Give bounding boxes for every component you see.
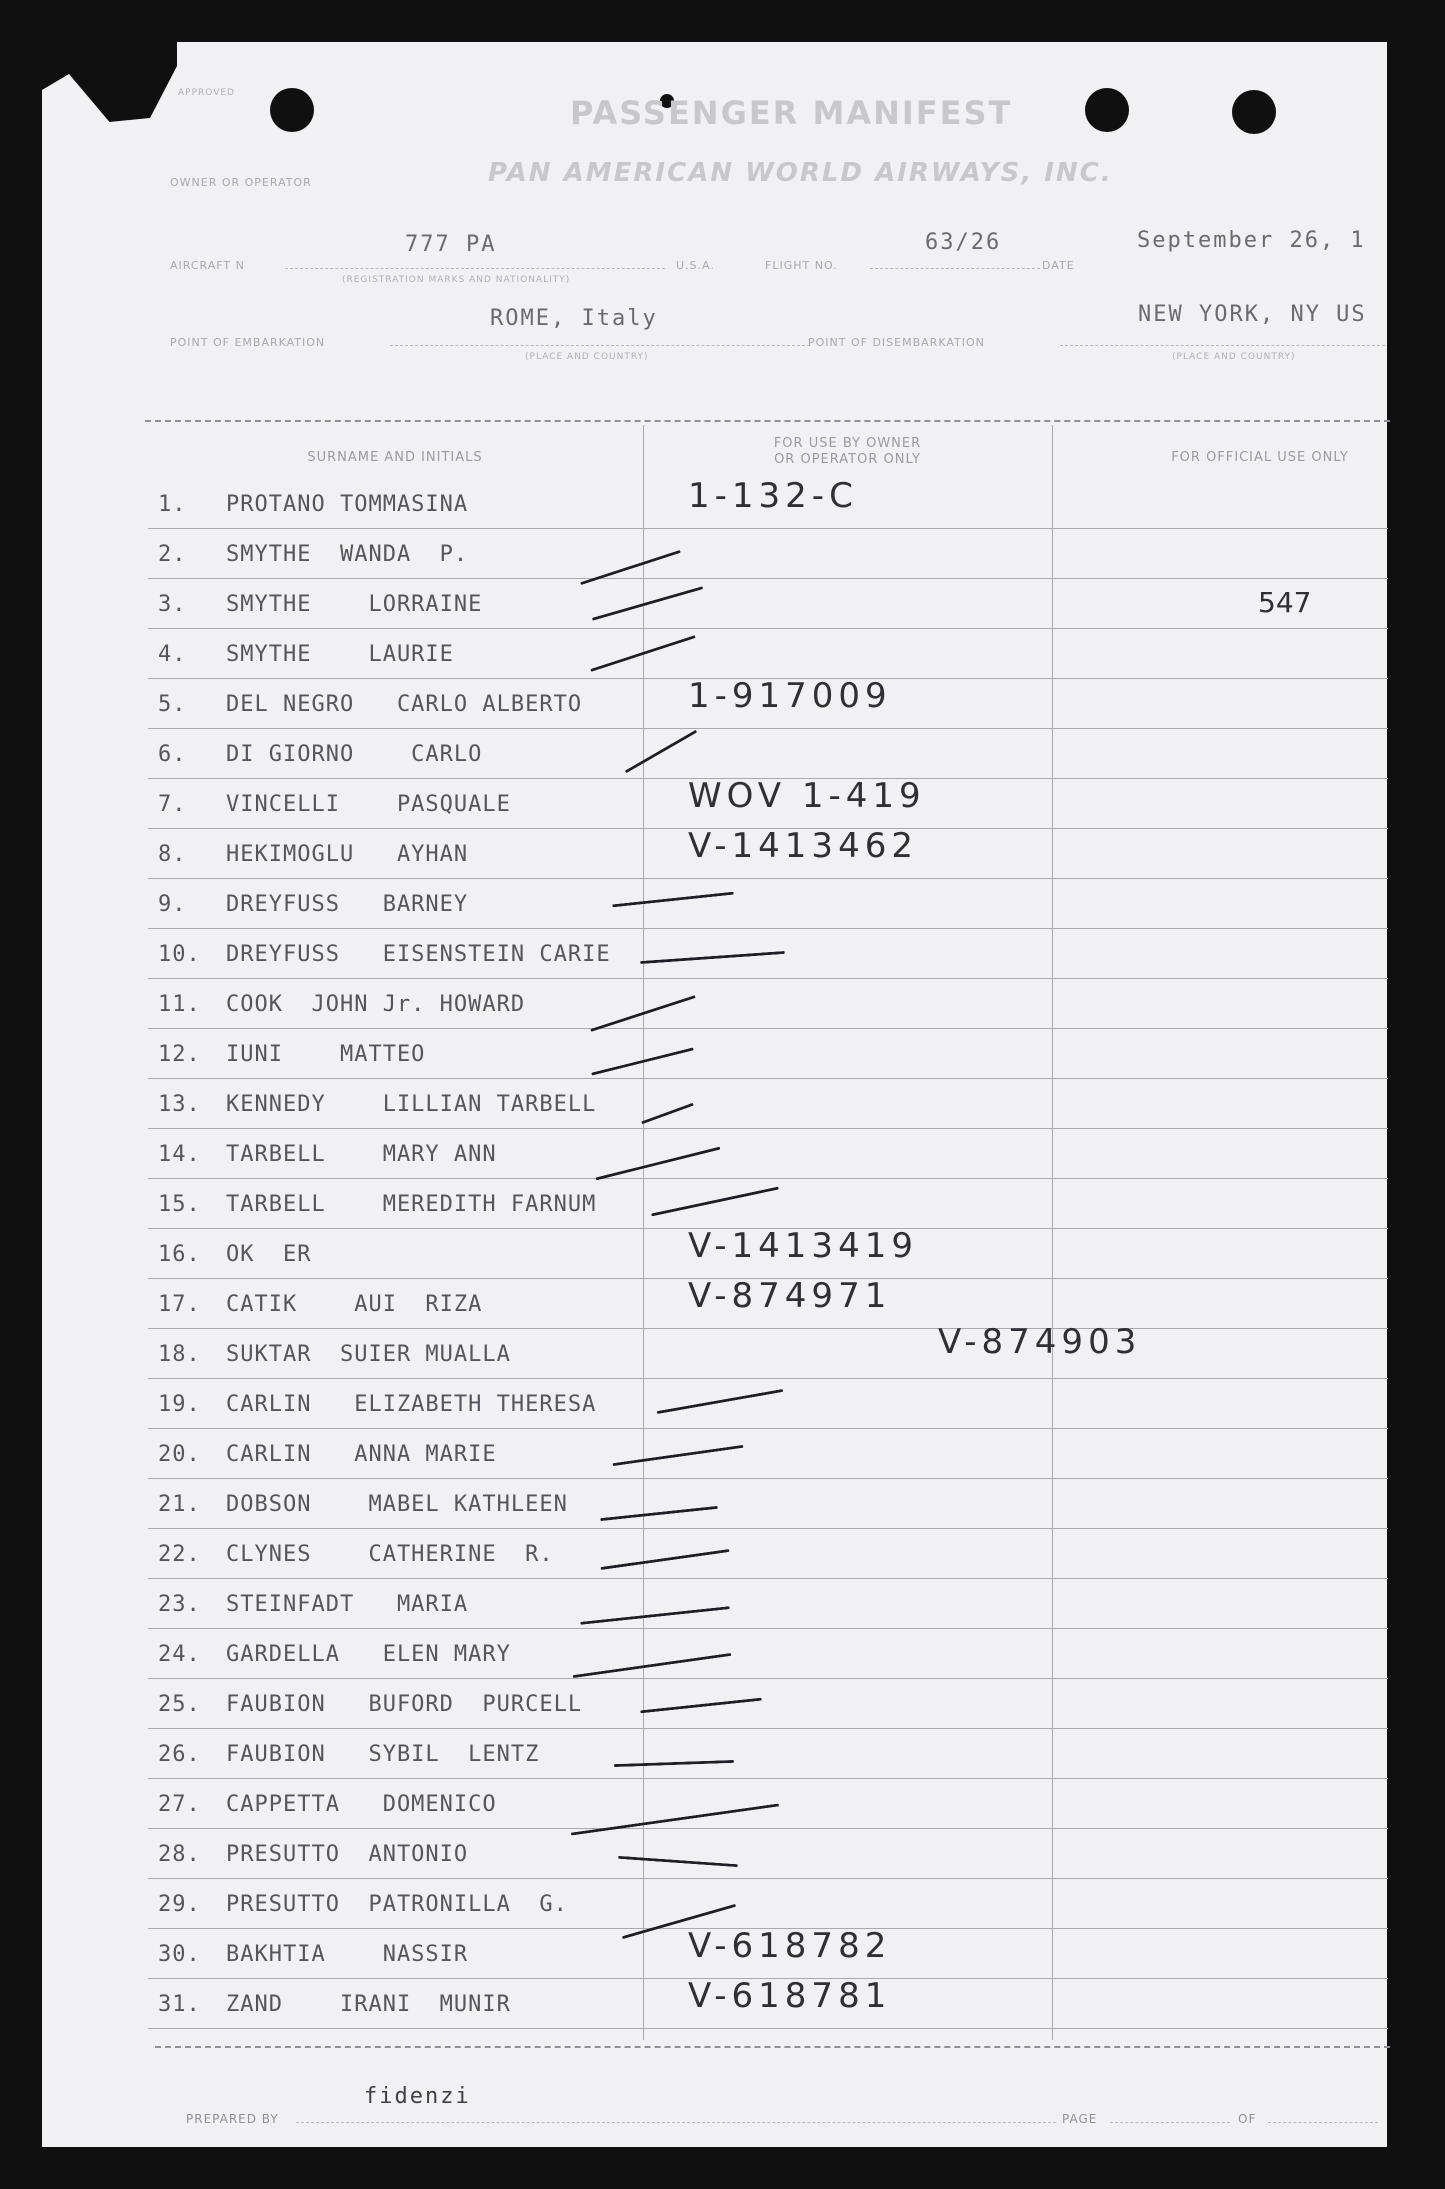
passenger-name: DREYFUSS BARNEY: [226, 892, 469, 917]
passenger-row: [148, 878, 1388, 929]
official-note-handwritten: V-874903: [938, 1322, 1142, 1362]
passenger-name: ZAND IRANI MUNIR: [226, 1992, 511, 2017]
embark-line: [390, 345, 810, 346]
passenger-row: [148, 1428, 1388, 1479]
row-number: 31.: [158, 1992, 201, 2017]
disembark-label: POINT OF DISEMBARKATION: [808, 336, 985, 349]
row-number: 8.: [158, 842, 187, 867]
aircraft-label: AIRCRAFT N: [170, 259, 245, 272]
embark-label: POINT OF EMBARKATION: [170, 336, 326, 349]
passenger-name: CAPPETTA DOMENICO: [226, 1792, 497, 1817]
passenger-row: [148, 1728, 1388, 1779]
passenger-row: [148, 728, 1388, 779]
table-bottom-rule: [155, 2046, 1390, 2048]
row-number: 16.: [158, 1242, 201, 1267]
passenger-row: [148, 1322, 1388, 1379]
passenger-name: CARLIN ANNA MARIE: [226, 1442, 497, 1467]
aircraft-value: 777 PA: [405, 232, 497, 257]
passenger-row: [148, 578, 1388, 629]
punch-hole: [1232, 90, 1276, 134]
passenger-name: TARBELL MARY ANN: [226, 1142, 497, 1167]
table-top-rule: [145, 420, 1390, 422]
passenger-row: [148, 778, 1388, 829]
passenger-row: [148, 1078, 1388, 1129]
row-number: 27.: [158, 1792, 201, 1817]
passenger-name: DEL NEGRO CARLO ALBERTO: [226, 692, 583, 717]
passenger-row: [148, 1378, 1388, 1429]
row-number: 13.: [158, 1092, 201, 1117]
passenger-name: STEINFADT MARIA: [226, 1592, 469, 1617]
operator-note: V-618781: [688, 1976, 892, 2016]
owner-value: PAN AMERICAN WORLD AIRWAYS, INC.: [488, 158, 1113, 188]
passenger-row: [148, 678, 1388, 729]
row-number: 19.: [158, 1392, 201, 1417]
row-number: 3.: [158, 592, 187, 617]
row-number: 15.: [158, 1192, 201, 1217]
surname-column-header: SURNAME AND INITIALS: [307, 450, 483, 465]
operator-note: V-1413462: [688, 826, 918, 866]
passenger-name: GARDELLA ELEN MARY: [226, 1642, 511, 1667]
passenger-name: DREYFUSS EISENSTEIN CARIE: [226, 942, 611, 967]
passenger-name: CLYNES CATHERINE R.: [226, 1542, 554, 1567]
row-number: 4.: [158, 642, 187, 667]
row-number: 17.: [158, 1292, 201, 1317]
passenger-row: [148, 528, 1388, 579]
row-number: 23.: [158, 1592, 201, 1617]
passenger-name: VINCELLI PASQUALE: [226, 792, 511, 817]
passenger-name: PRESUTTO PATRONILLA G.: [226, 1892, 568, 1917]
date-value: September 26, 1: [1137, 228, 1366, 253]
row-number: 21.: [158, 1492, 201, 1517]
passenger-row: [148, 978, 1388, 1029]
passenger-row: [148, 1228, 1388, 1279]
passenger-row: [148, 1528, 1388, 1579]
row-number: 11.: [158, 992, 201, 1017]
of-line: [1268, 2122, 1378, 2123]
row-number: 2.: [158, 542, 187, 567]
row-number: 7.: [158, 792, 187, 817]
passenger-name: CATIK AUI RIZA: [226, 1292, 483, 1317]
row-number: 30.: [158, 1942, 201, 1967]
passenger-name: SMYTHE LAURIE: [226, 642, 454, 667]
operator-note: 1-132-C: [688, 476, 858, 516]
passenger-name: HEKIMOGLU AYHAN: [226, 842, 469, 867]
operator-note: V-618782: [688, 1926, 892, 1966]
prepared-value: fidenzi: [364, 2084, 471, 2109]
row-number: 18.: [158, 1342, 201, 1367]
operator-note: 1-917009: [688, 676, 892, 716]
operator-note: V-1413419: [688, 1226, 918, 1266]
passenger-name: SMYTHE WANDA P.: [226, 542, 469, 567]
passenger-name: KENNEDY LILLIAN TARBELL: [226, 1092, 597, 1117]
official-note: 547: [1258, 586, 1312, 619]
passenger-name: SMYTHE LORRAINE: [226, 592, 483, 617]
operator-note: V-874971: [688, 1276, 892, 1316]
punch-hole: [1085, 88, 1129, 132]
passenger-name: DI GIORNO CARLO: [226, 742, 483, 767]
nationality: U.S.A.: [676, 259, 715, 272]
row-number: 1.: [158, 492, 187, 517]
row-number: 22.: [158, 1542, 201, 1567]
passenger-row: [148, 1628, 1388, 1679]
row-number: 14.: [158, 1142, 201, 1167]
passenger-name: PROTANO TOMMASINA: [226, 492, 469, 517]
passenger-row: [148, 1028, 1388, 1079]
flight-line: [870, 268, 1040, 269]
row-number: 10.: [158, 942, 201, 967]
passenger-row: [148, 1928, 1388, 1979]
disembark-value: NEW YORK, NY US: [1138, 302, 1367, 327]
embark-sublabel: (PLACE AND COUNTRY): [525, 352, 649, 362]
row-number: 20.: [158, 1442, 201, 1467]
row-number: 24.: [158, 1642, 201, 1667]
row-number: 26.: [158, 1742, 201, 1767]
passenger-row: [148, 1128, 1388, 1179]
row-number: 25.: [158, 1692, 201, 1717]
official-column-header: FOR OFFICIAL USE ONLY: [1171, 450, 1349, 465]
flight-value: 63/26: [925, 230, 1002, 255]
passenger-name: TARBELL MEREDITH FARNUM: [226, 1192, 597, 1217]
passenger-name: BAKHTIA NASSIR: [226, 1942, 469, 1967]
passenger-name: CARLIN ELIZABETH THERESA: [226, 1392, 597, 1417]
passenger-name: PRESUTTO ANTONIO: [226, 1842, 469, 1867]
passenger-name: FAUBION BUFORD PURCELL: [226, 1692, 583, 1717]
passenger-name: OK ER: [226, 1242, 312, 1267]
owner-label: OWNER OR OPERATOR: [170, 176, 312, 189]
passenger-row: [148, 1478, 1388, 1529]
aircraft-line: [285, 268, 665, 269]
approved-note: APPROVED: [178, 88, 235, 98]
passenger-row: [148, 1978, 1388, 2029]
disembark-line: [1060, 345, 1385, 346]
disembark-sublabel: (PLACE AND COUNTRY): [1172, 352, 1296, 362]
passenger-row: [148, 1678, 1388, 1729]
passenger-row: [148, 1578, 1388, 1629]
page-label: PAGE: [1062, 2112, 1098, 2126]
row-number: 6.: [158, 742, 187, 767]
passenger-row: [148, 1178, 1388, 1229]
owner-column-header-line1: FOR USE BY OWNER: [773, 436, 922, 451]
punch-hole: [270, 88, 314, 132]
row-number: 12.: [158, 1042, 201, 1067]
of-label: OF: [1238, 2112, 1257, 2126]
passenger-row: [148, 1278, 1388, 1329]
operator-note: WOV 1-419: [688, 776, 926, 816]
passenger-row: [148, 1878, 1388, 1929]
passenger-row: [148, 1828, 1388, 1879]
passenger-name: IUNI MATTEO: [226, 1042, 426, 1067]
row-number: 5.: [158, 692, 187, 717]
date-label: DATE: [1042, 259, 1075, 272]
flight-label: FLIGHT NO.: [765, 259, 838, 272]
passenger-row: [148, 1778, 1388, 1829]
document-title: PASSENGER MANIFEST: [570, 94, 1013, 132]
prepared-label: PREPARED BY: [186, 2112, 279, 2126]
row-number: 28.: [158, 1842, 201, 1867]
aircraft-sublabel: (REGISTRATION MARKS AND NATIONALITY): [342, 275, 571, 285]
row-number: 29.: [158, 1892, 201, 1917]
passenger-row: [148, 478, 1388, 529]
passenger-name: FAUBION SYBIL LENTZ: [226, 1742, 540, 1767]
passenger-name: DOBSON MABEL KATHLEEN: [226, 1492, 568, 1517]
prepared-line: [296, 2122, 1056, 2123]
passenger-name: COOK JOHN Jr. HOWARD: [226, 992, 526, 1017]
row-number: 9.: [158, 892, 187, 917]
passenger-row: [148, 628, 1388, 679]
passenger-name: SUKTAR SUIER MUALLA: [226, 1342, 511, 1367]
passenger-row: [148, 828, 1388, 879]
owner-column-header-line2: OR OPERATOR ONLY: [774, 452, 921, 467]
embark-value: ROME, Italy: [490, 306, 658, 331]
page-line: [1110, 2122, 1230, 2123]
